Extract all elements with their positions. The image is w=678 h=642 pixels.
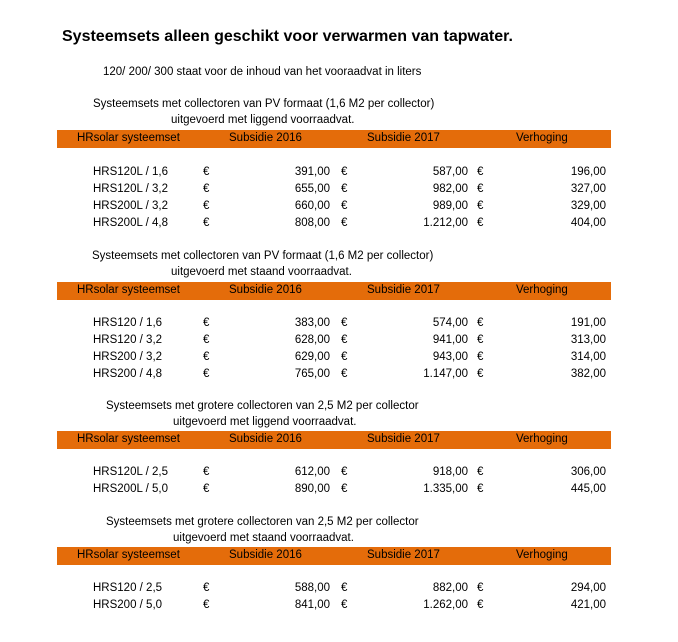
euro-sign: € [341,334,348,346]
table-row [0,166,678,183]
header-subsidie-2017: Subsidie 2017 [367,132,440,144]
subsidie-2016-value: 655,00 [294,183,330,195]
table-row [0,466,678,483]
section-caption: Systeemsets met grotere collectoren van 2,5 M2 per collector [106,516,419,528]
section-caption: Systeemsets met collectoren van PV formaat (1,6 M2 per collector) [93,98,435,110]
euro-sign: € [341,200,348,212]
header-subsidie-2016: Subsidie 2016 [229,549,302,561]
verhoging-value: 404,00 [570,217,606,229]
euro-sign: € [203,483,210,495]
header-systeemset: HRsolar systeemset [77,433,180,445]
verhoging-value: 421,00 [570,599,606,611]
euro-sign: € [203,334,210,346]
euro-sign: € [477,599,484,611]
section-subcaption: uitgevoerd met staand voorraadvat. [173,532,354,544]
header-subsidie-2017: Subsidie 2017 [367,433,440,445]
subsidie-2016-value: 890,00 [294,483,330,495]
row-name: HRS200 / 4,8 [93,368,163,380]
subsidie-2017-value: 982,00 [432,183,468,195]
table-row [0,217,678,234]
header-subsidie-2016: Subsidie 2016 [229,132,302,144]
row-name: HRS120 / 2,5 [93,582,163,594]
euro-sign: € [341,368,348,380]
subsidie-2017-value: 1.147,00 [423,368,468,380]
verhoging-value: 191,00 [570,317,606,329]
subsidie-2017-value: 943,00 [432,351,468,363]
intro-text: 120/ 200/ 300 staat voor de inhoud van het vooraadvat in liters [103,66,422,78]
verhoging-value: 327,00 [570,183,606,195]
euro-sign: € [341,183,348,195]
row-name: HRS120L / 1,6 [93,166,169,178]
section-subcaption: uitgevoerd met staand voorraadvat. [171,266,352,278]
euro-sign: € [341,166,348,178]
subsidie-2017-value: 918,00 [432,466,468,478]
row-name: HRS120L / 3,2 [93,183,169,195]
table-row [0,317,678,334]
page-title: Systeemsets alleen geschikt voor verwarmen van tapwater. [62,28,513,45]
table-row [0,599,678,616]
row-name: HRS200L / 4,8 [93,217,169,229]
euro-sign: € [203,599,210,611]
euro-sign: € [203,166,210,178]
row-name: HRS200 / 5,0 [93,599,163,611]
subsidie-2016-value: 660,00 [294,200,330,212]
header-subsidie-2016: Subsidie 2016 [229,433,302,445]
euro-sign: € [203,368,210,380]
euro-sign: € [203,183,210,195]
euro-sign: € [477,183,484,195]
section-subcaption: uitgevoerd met liggend voorraadvat. [171,114,355,126]
verhoging-value: 196,00 [570,166,606,178]
subsidie-2016-value: 841,00 [294,599,330,611]
subsidie-2016-value: 588,00 [294,582,330,594]
header-verhoging: Verhoging [516,284,568,296]
euro-sign: € [341,466,348,478]
header-verhoging: Verhoging [516,549,568,561]
euro-sign: € [203,351,210,363]
euro-sign: € [477,166,484,178]
subsidie-2016-value: 765,00 [294,368,330,380]
table-row [0,334,678,351]
euro-sign: € [477,351,484,363]
row-name: HRS120L / 2,5 [93,466,169,478]
euro-sign: € [203,217,210,229]
table-header [57,130,611,148]
row-name: HRS200L / 3,2 [93,200,169,212]
table-row [0,483,678,500]
subsidie-2017-value: 989,00 [432,200,468,212]
subsidie-2017-value: 882,00 [432,582,468,594]
subsidie-2016-value: 628,00 [294,334,330,346]
euro-sign: € [477,334,484,346]
euro-sign: € [477,582,484,594]
row-name: HRS200L / 5,0 [93,483,169,495]
euro-sign: € [477,217,484,229]
euro-sign: € [203,200,210,212]
subsidie-2016-value: 808,00 [294,217,330,229]
section-subcaption: uitgevoerd met liggend voorraadvat. [173,416,357,428]
subsidie-2017-value: 587,00 [432,166,468,178]
table-row [0,200,678,217]
verhoging-value: 329,00 [570,200,606,212]
subsidie-2016-value: 629,00 [294,351,330,363]
verhoging-value: 445,00 [570,483,606,495]
table-header [57,431,611,449]
table-header [57,282,611,300]
euro-sign: € [341,317,348,329]
subsidie-2016-value: 383,00 [294,317,330,329]
row-name: HRS120 / 3,2 [93,334,163,346]
header-subsidie-2017: Subsidie 2017 [367,549,440,561]
header-systeemset: HRsolar systeemset [77,549,180,561]
table-row [0,368,678,385]
row-name: HRS200 / 3,2 [93,351,163,363]
euro-sign: € [203,582,210,594]
euro-sign: € [203,317,210,329]
header-systeemset: HRsolar systeemset [77,132,180,144]
verhoging-value: 306,00 [570,466,606,478]
subsidie-2017-value: 1.262,00 [423,599,468,611]
euro-sign: € [477,466,484,478]
euro-sign: € [341,351,348,363]
subsidie-2017-value: 941,00 [432,334,468,346]
subsidie-2017-value: 1.335,00 [423,483,468,495]
header-systeemset: HRsolar systeemset [77,284,180,296]
euro-sign: € [203,466,210,478]
verhoging-value: 294,00 [570,582,606,594]
verhoging-value: 313,00 [570,334,606,346]
subsidie-2017-value: 1.212,00 [423,217,468,229]
euro-sign: € [477,368,484,380]
euro-sign: € [341,599,348,611]
verhoging-value: 382,00 [570,368,606,380]
table-row [0,351,678,368]
euro-sign: € [341,217,348,229]
euro-sign: € [477,200,484,212]
euro-sign: € [477,483,484,495]
subsidie-2017-value: 574,00 [432,317,468,329]
euro-sign: € [341,582,348,594]
section-caption: Systeemsets met grotere collectoren van 2,5 M2 per collector [106,400,419,412]
euro-sign: € [341,483,348,495]
header-subsidie-2016: Subsidie 2016 [229,284,302,296]
subsidie-2016-value: 612,00 [294,466,330,478]
header-subsidie-2017: Subsidie 2017 [367,284,440,296]
section-caption: Systeemsets met collectoren van PV formaat (1,6 M2 per collector) [92,250,434,262]
euro-sign: € [477,317,484,329]
verhoging-value: 314,00 [570,351,606,363]
header-verhoging: Verhoging [516,433,568,445]
row-name: HRS120 / 1,6 [93,317,163,329]
header-verhoging: Verhoging [516,132,568,144]
subsidie-2016-value: 391,00 [294,166,330,178]
table-row [0,183,678,200]
table-row [0,582,678,599]
table-header [57,547,611,565]
